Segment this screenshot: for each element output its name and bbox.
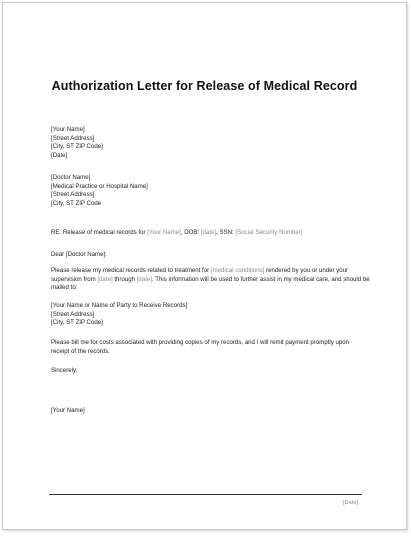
footer-date: [Date]: [343, 500, 358, 506]
mail-to-street: [Street Address]: [51, 310, 95, 318]
subject-name-placeholder: [Your Name]: [147, 229, 181, 236]
closing: Sincerely,: [51, 367, 78, 374]
subject-ssn-placeholder: [Social Security Number]: [235, 229, 303, 236]
conditions-placeholder: [medical conditions]: [210, 267, 265, 274]
salutation: Dear [Doctor Name]:: [51, 251, 107, 258]
date-from-placeholder: [date]: [97, 275, 113, 283]
signature-name: [Your Name]: [51, 407, 85, 414]
document-title: Authorization Letter for Release of Medical Record: [51, 79, 358, 93]
recipient-street: [Street Address]: [51, 191, 95, 199]
sender-city: [City, ST ZIP Code]: [51, 143, 103, 151]
sender-date: [Date]: [51, 151, 68, 159]
sender-name: [Your Name]: [51, 126, 85, 133]
footer-divider: [49, 494, 362, 495]
mail-to-city: [City, ST ZIP Code]: [51, 319, 103, 327]
subject-prefix: RE: Release of medical records for: [51, 229, 148, 236]
sender-street: [Street Address]: [51, 134, 95, 142]
subject-line: [51, 229, 371, 238]
subject-dob-placeholder: [date]: [200, 229, 217, 236]
recipient-practice: [Medical Practice or Hospital Name]: [51, 182, 148, 190]
recipient-name: [Doctor Name]: [51, 174, 91, 181]
sender-address-block: [51, 126, 371, 160]
recipient-address-block: [51, 174, 371, 208]
document-page: [2, 2, 407, 530]
recipient-city: [City, ST ZIP Code: [51, 199, 102, 207]
subject-dob-label: , DOB:: [180, 229, 201, 236]
request-paragraph: Please release my medical records related to treatment for [medical conditions] rendered by you or under your supervision from [date] through [date]. This information will be used to further assist in my medical care, and should be mailed to:: [51, 267, 370, 292]
mail-to-name: [Your Name or Name of Party to Receive Records]: [51, 302, 188, 309]
subject-ssn-label: , SSN:: [216, 229, 236, 236]
mail-to-address-block: [51, 302, 371, 328]
date-to-placeholder: [date]: [136, 275, 152, 283]
billing-paragraph: Please bill me for costs associated with providing copies of my records, and I will remit payment promptly upon receipt of the records.: [51, 339, 350, 355]
